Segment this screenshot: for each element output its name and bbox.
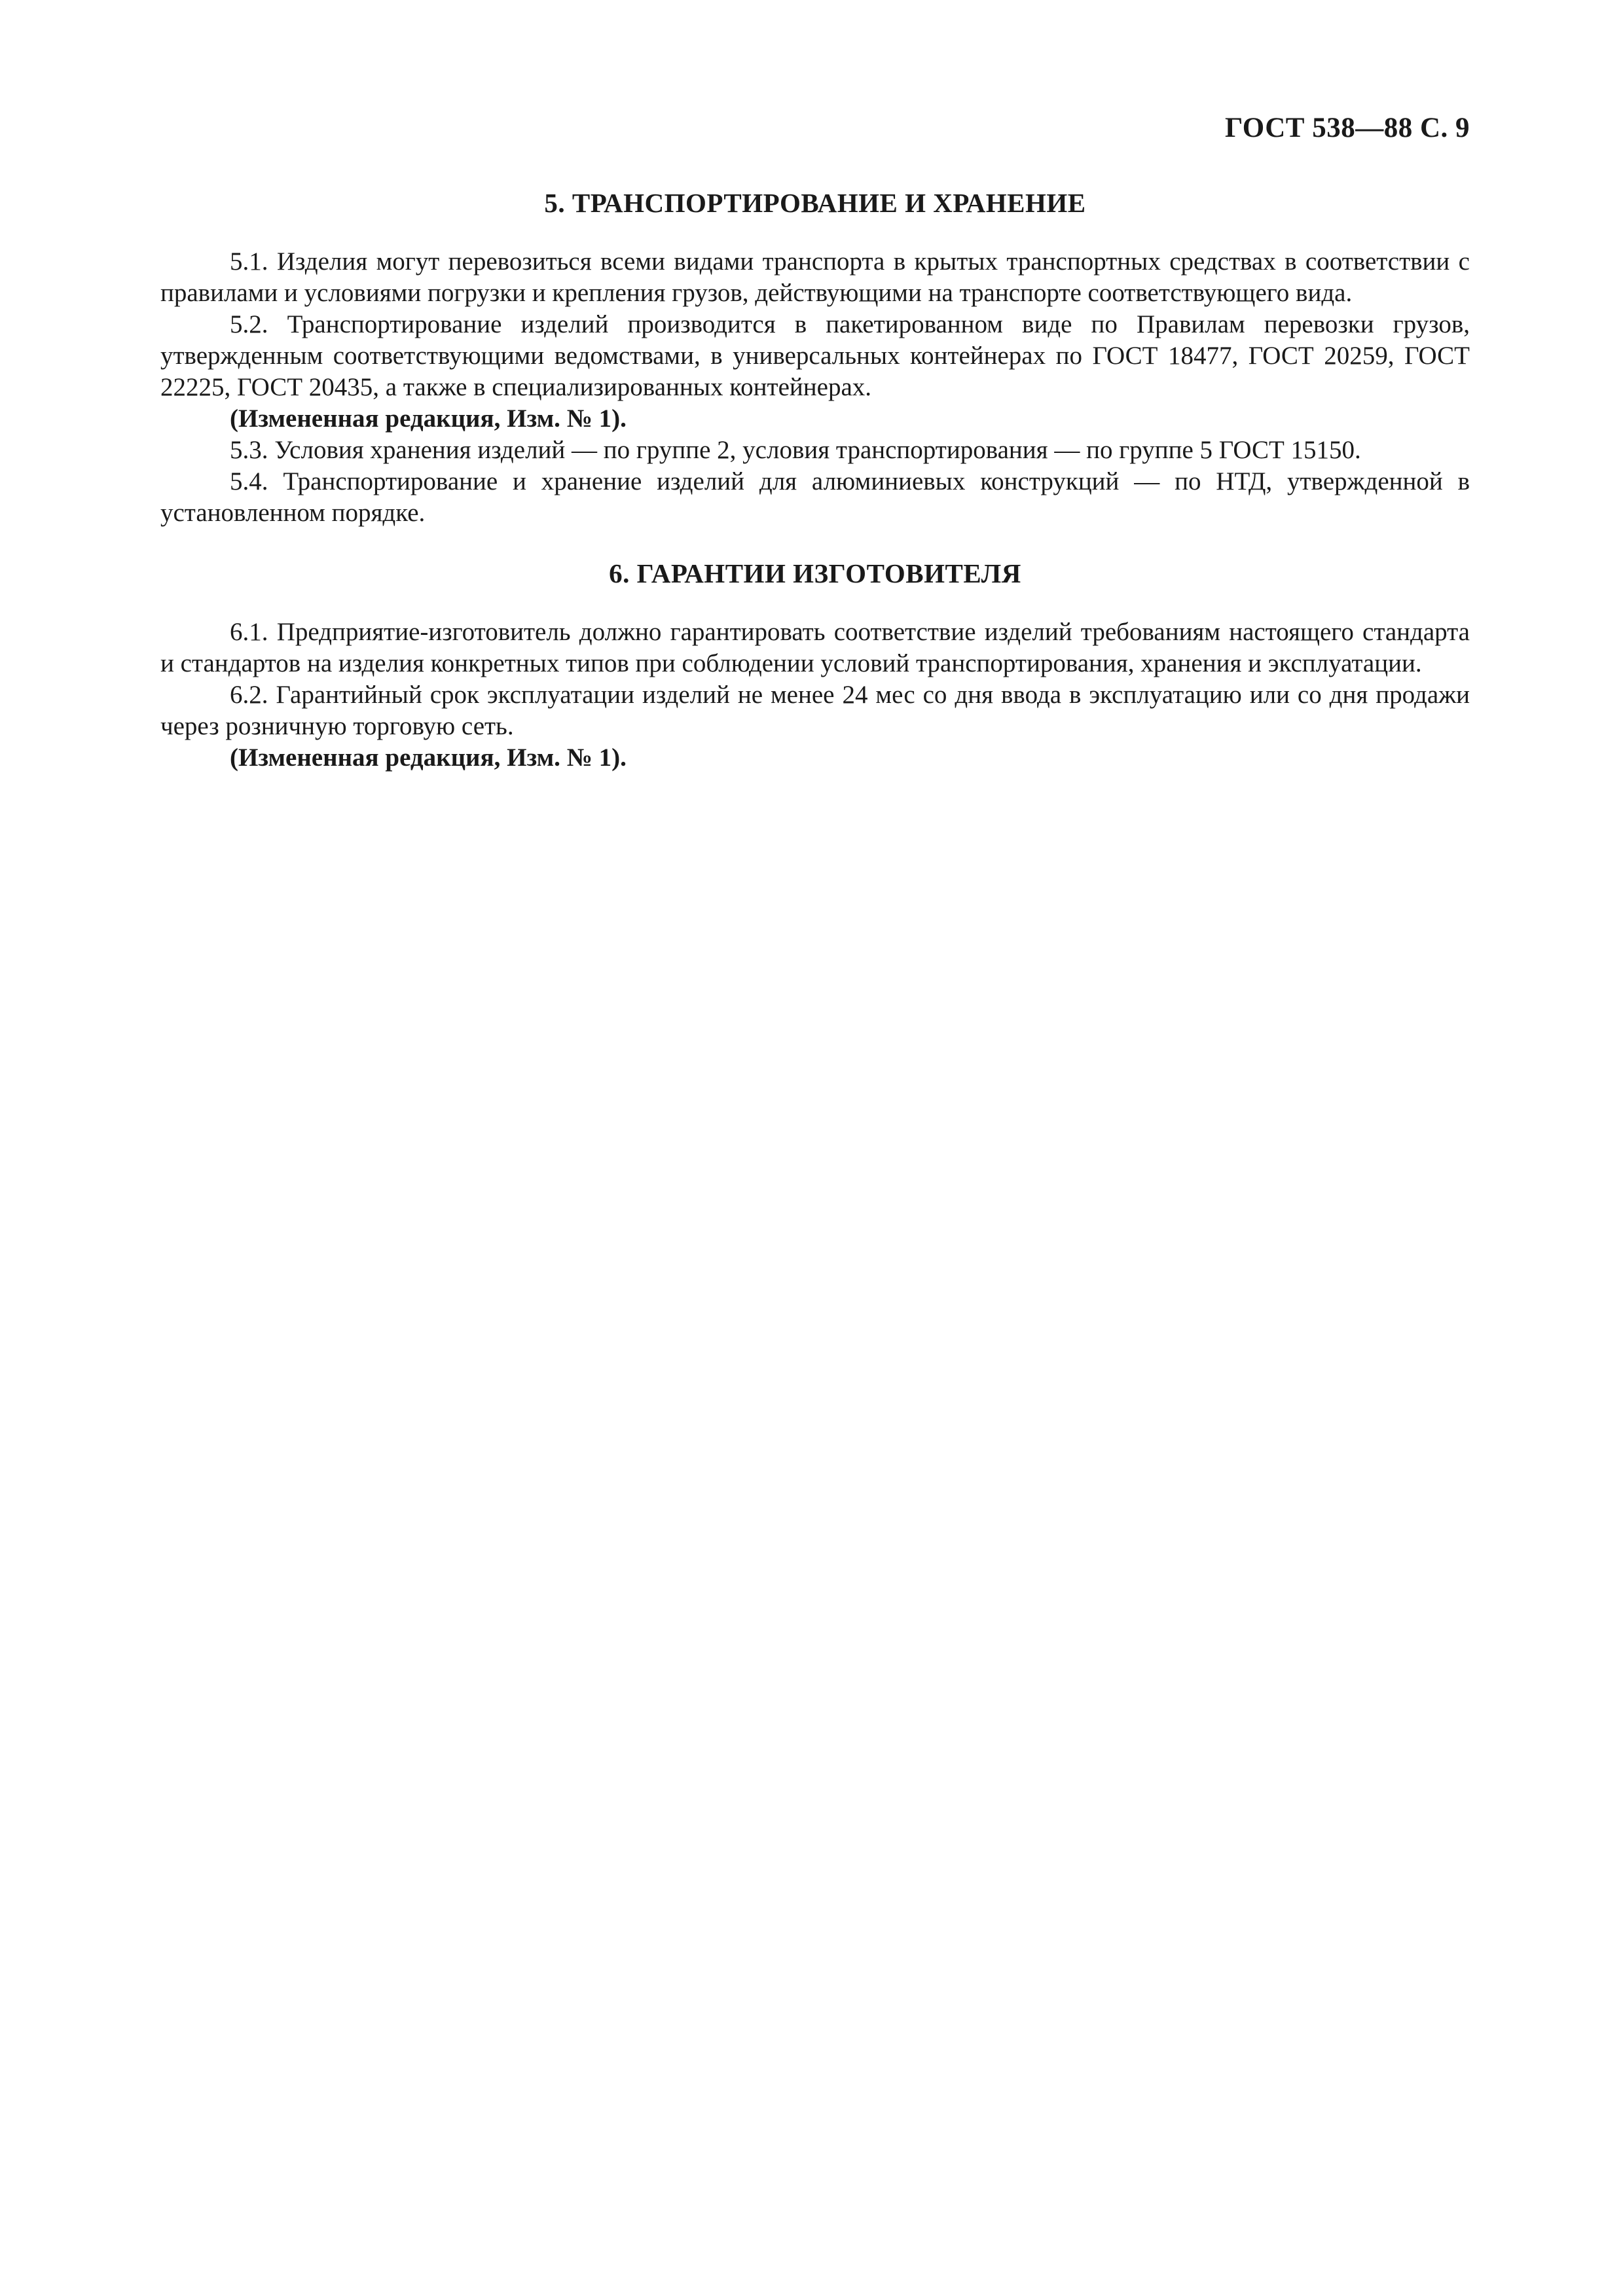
amendment-note: (Измененная редакция, Изм. № 1). [230,404,627,433]
section-6-title: 6. ГАРАНТИИ ИЗГОТОВИТЕЛЯ [609,558,1021,588]
running-head: ГОСТ 538—88 С. 9 [1224,113,1470,143]
paragraph-5-2: 5.2. Транспортирование изделий производится в пакетированном виде по Правилам перевозки грузов, утвержденным соответствующими ведомствами, в универсальных контейнерах по ГОСТ 18477, ГОСТ 20259, ГОСТ 22225, ГОСТ 20435, а также в специализированных контейнерах. [160,310,1470,401]
paragraph-5-1: 5.1. Изделия могут перевозиться всеми видами транспорта в крытых транспортных средствах в соответствии с правилами и условиями погрузки и крепления грузов, действующими на транспорте соответствующего вида. [160,247,1470,307]
paragraph-6-2: 6.2. Гарантийный срок эксплуатации изделий не менее 24 мес со дня ввода в эксплуатацию или со дня продажи через розничную торговую сеть. [160,681,1470,740]
section-5-title: 5. ТРАНСПОРТИРОВАНИЕ И ХРАНЕНИЕ [544,188,1086,218]
document-page [160,111,1470,774]
paragraph-5-3: 5.3. Условия хранения изделий — по группе 2, условия транспортирования — по группе 5 ГОСТ 15150. [230,436,1361,464]
amendment-note: (Измененная редакция, Изм. № 1). [230,744,627,772]
paragraph-5-4: 5.4. Транспортирование и хранение изделий для алюминиевых конструкций — по НТД, утвержденной в установленном порядке. [160,467,1470,527]
paragraph-6-1: 6.1. Предприятие-изготовитель должно гарантировать соответствие изделий требованиям настоящего стандарта и стандартов на изделия конкретных типов при соблюдении условий транспортирования, хранения и эксплуатации. [160,618,1470,677]
